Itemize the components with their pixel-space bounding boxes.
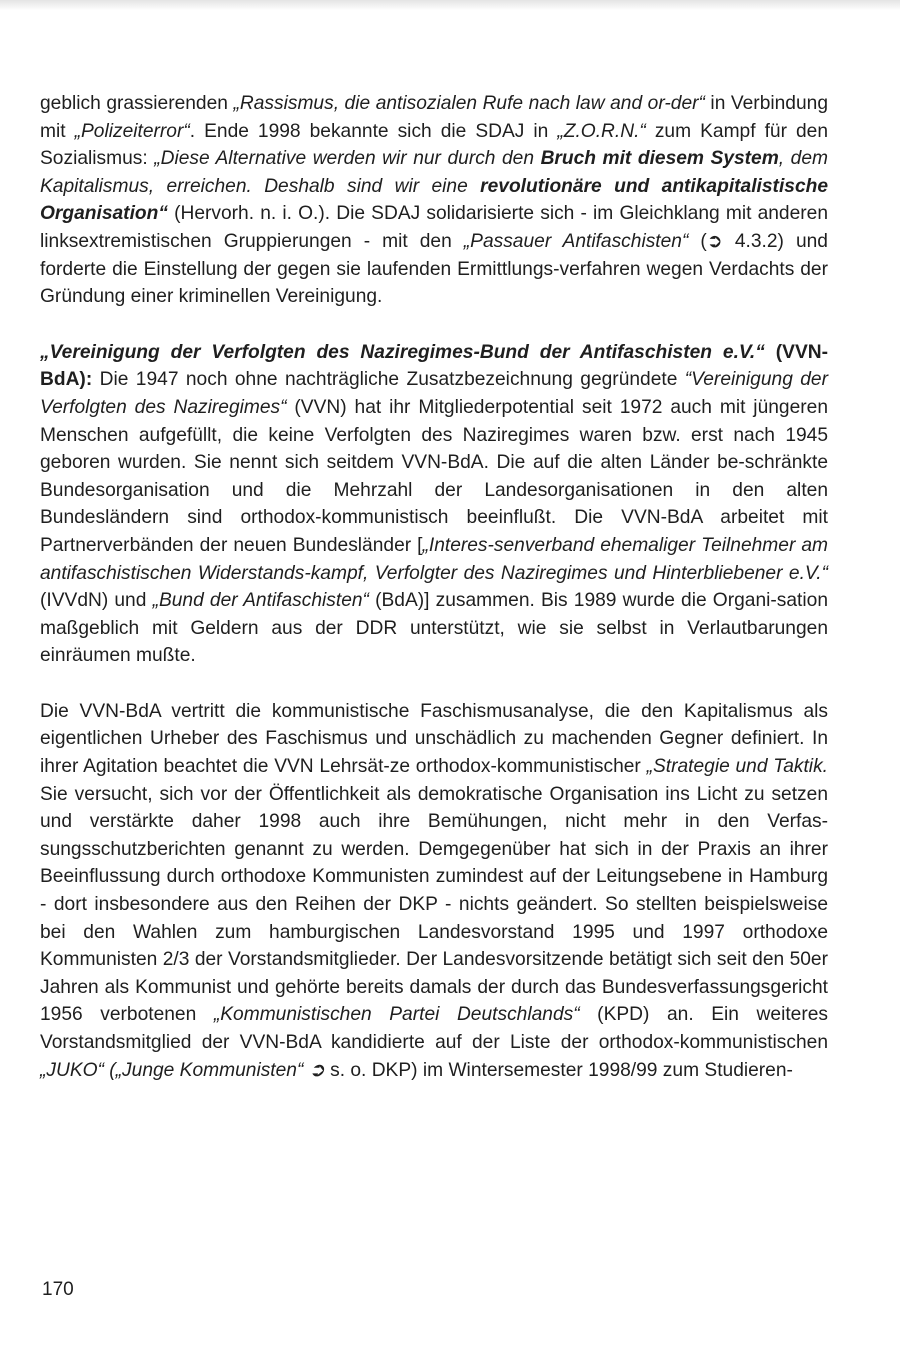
- text-run: zum Kampf für den Sozialismus:: [40, 120, 828, 170]
- text-run: in Verbindung mit: [40, 93, 828, 142]
- quote-run: “Vereinigung der Verfolgten des Naziregimes“: [40, 369, 828, 418]
- text-run: s. o. DKP) im Wintersemester 1998/99 zum Studieren-: [324, 1059, 793, 1081]
- text-run: Sie versucht, sich vor der Öffentlichkeit als demokratische Organisation ins Licht zu setzen und verstärkte daher 1998 auch ihre Bemühungen, nicht mehr in den Verfas-sungsschutzberichten genannt zu werden. Demgegenüber hat sich in der Praxis an ihrer Beeinflussung durch orthodoxe Kommunisten zumindest auf der Leitungsebene in Hamburg - dort insbesondere aus den Reihen der DKP - nichts geändert. So stellten beispielsweise bei den Wahlen zum hamburgischen Landesvorstand 1995 und 1997 orthodoxe Kommunisten 2/3 der Vorstandsmitglieder. Der Landesvorsitzende betätigt sich seit den 50er Jahren als Kommunist und gehörte bereits damals der durch das Bundesverfassungsgericht 1956 verbotenen: [40, 783, 828, 1026]
- page-number: 170: [42, 1279, 74, 1300]
- text-run: (VVN) hat ihr Mitgliederpotential seit 1972 auch mit jüngeren Menschen aufgefüllt, die keine Verfolgten des Naziregimes waren bzw. erst nach 1945 geboren wurden. Sie nennt sich seitdem VVN-BdA. Die auf die alten Länder be-schränkte Bundesorganisation und die Mehrzahl der Landesorganisationen in den alten Bundesländern sind orthodox-kommunistisch beeinflußt. Die VVN-BdA arbeitet mit Partnerverbänden der neuen Bundesländer [: [40, 396, 828, 556]
- text-run: (➲ 4.3.2) und forderte die Einstellung der gegen sie laufenden Ermittlungs-verfahren wegen Verdachts der Gründung einer kriminellen Vereinigung.: [40, 230, 828, 308]
- text-run: (IVVdN) und: [40, 590, 153, 612]
- emphasis-run: Bruch mit diesem System: [540, 148, 779, 170]
- quote-run: „Bund der Antifaschisten“: [152, 590, 369, 612]
- text-run: geblich grassierenden: [40, 93, 234, 114]
- text-run: Die VVN-BdA vertritt die kommunistische Faschismusanalyse, die den Kapitalismus als eigentlichen Urheber des Faschismus und unschädlich zu machenden Gegner definiert. In ihrer Agitation beachtet die VVN Lehrsät-ze orthodox-kommunistischer: [40, 700, 828, 778]
- quote-run: „Strategie und Taktik.: [646, 756, 828, 778]
- quote-run: „Diese Alternative werden wir nur durch den: [154, 148, 541, 170]
- text-run: (KPD) an. Ein weiteres Vorstandsmitglied der VVN-BdA kandidierte auf der Liste der orthodox-kommunistischen: [40, 1004, 828, 1053]
- abbreviation-run: (VVN-BdA):: [40, 341, 828, 391]
- scan-top-edge: [0, 0, 900, 10]
- quote-run: „Kommunistischen Partei Deutschlands“: [213, 1004, 580, 1026]
- text-run: (BdA)] zusammen. Bis 1989 wurde die Organi-sation maßgeblich mit Geldern aus der DDR unterstützt, wie sie selbst in Verlautbarungen einräumen mußte.: [40, 590, 828, 667]
- paragraph-vvn-bda: [40, 339, 828, 670]
- section-heading-run: „Vereinigung der Verfolgten des Naziregimes-Bund der Antifaschisten e.V.“: [40, 341, 765, 363]
- emphasis-run: revolutionäre und antikapitalistische Organisation“: [40, 175, 829, 225]
- paragraph-faschismusanalyse: [40, 698, 828, 1084]
- paragraph-sdaj: [40, 90, 828, 311]
- quote-run: „Interes-senverband ehemaliger Teilnehmer am antifaschistischen Widerstands-kampf, Verfolgter des Naziregimes und Hinterbliebener e.V.“: [40, 534, 828, 584]
- quote-run: , dem Kapitalismus, erreichen. Deshalb sind wir eine: [40, 148, 828, 197]
- text-run: Die 1947 noch ohne nachträgliche Zusatzbezeichnung gegründete: [92, 369, 685, 391]
- quote-run: „Z.O.R.N.“: [557, 120, 646, 142]
- quote-run: „Rassismus, die antisozialen Rufe nach law and or-der“: [233, 93, 705, 114]
- quote-run: „JUKO“ („Junge Kommunisten“ ➲: [40, 1059, 325, 1081]
- quote-run: „Passauer Antifaschisten“: [463, 230, 689, 252]
- document-body: [40, 90, 828, 1084]
- text-run: (Hervorh. n. i. O.). Die SDAJ solidarisierte sich - im Gleichklang mit anderen linksextremistischen Gruppierungen - mit den: [40, 203, 828, 252]
- text-run: . Ende 1998 bekannte sich die SDAJ in: [189, 120, 558, 142]
- quote-run: „Polizeiterror“: [74, 120, 190, 142]
